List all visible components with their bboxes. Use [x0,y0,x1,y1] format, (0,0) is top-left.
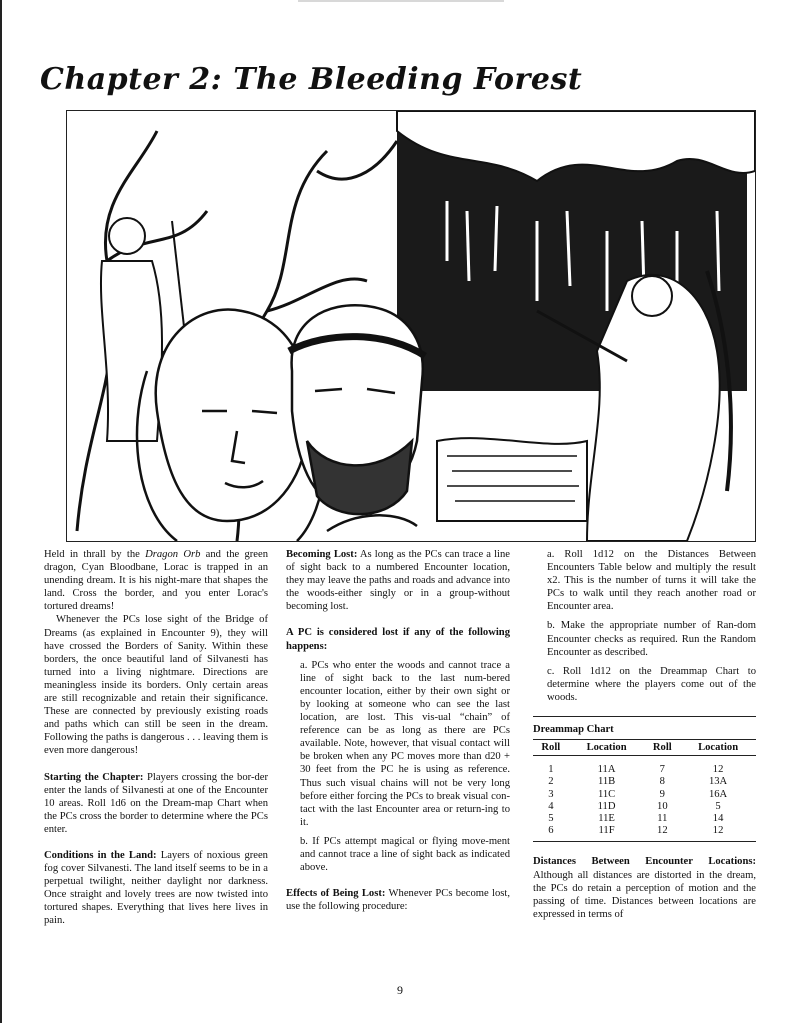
table-cell: 11C [597,788,616,800]
table-row [533,756,756,777]
table-cell: 12 [680,825,756,842]
procedure-step-b: b. Make the appropriate number of Ran-dom Encounter checks as required. Run the Random Encounter as described. [547,620,756,658]
table-cell: 10 [657,800,668,812]
table-row [533,776,756,788]
pc-lost-heading: A PC is considered lost if any of the following happens: [286,627,510,652]
table-header-row [533,740,756,756]
table-cell: 13A [708,776,728,788]
table-cell: 11 [657,813,668,825]
borders-paragraph: Whenever the PCs lose sight of the Bridge of Dreams (as explained in Encounter 9), they will have crossed the Borders of Sanity. Within these borders, the once beautiful land of Silvanesti has turned into a living nightmare. Directions are meaningless inside its borders. Only certain areas are still recognizable and retain their significance. These are connected by previously existing roads and paths which can still be seen in the dream. Following the paths is dangerous . . . leaving them is even more dangerous! [44,614,268,757]
table-cell: 11B [597,776,616,788]
intro-paragraph: Held in thrall by the Dragon Orb and the green dragon, Cyan Bloodbane, Lorac is trapped in an unending dream. It is his night-mare that shapes the land. Cross the border, and you enter Lorac's tortured dreams! [44,549,268,613]
table-cell: 11F [569,825,645,842]
table-cell: 14 [712,813,724,825]
column-header: Location [680,740,756,756]
conditions-paragraph: Conditions in the Land: Layers of noxious green fog cover Silvanesti. The land itself seems to be in a perpetual twilight, neither daylight nor darkness. Once straight and lovely trees are now twisted into tortured shapes. Everything that lives here lives in pain. [44,849,268,927]
table-cell: 11E [598,813,615,825]
table-cell: 7 [659,764,665,776]
table-cell: 16A [708,788,728,800]
starting-chapter-paragraph: Starting the Chapter: Players crossing the bor-der enter the lands of Silvanesti at one of the Encounter 10 areas. Roll 1d6 on the Dream-map Chart when the PCs cross the border to determine where the PCs enter. [44,771,269,835]
chapter-title: Chapter 2: The Bleeding Forest [40,62,583,97]
table-cell: 11D [597,800,616,812]
table-cell: 11A [597,764,616,776]
page-top-rule [298,0,504,2]
text-column-3 [533,548,756,921]
dreammap-chart-title: Dreammap Chart [533,716,756,736]
lost-condition-b: b. If PCs attempt magical or flying move-ment and cannot trace a line of sight back as indicated above. [300,835,510,874]
effects-paragraph: Effects of Being Lost: Whenever PCs become lost, use the following procedure: [286,888,510,913]
text-column-1 [44,548,268,928]
table-row [533,801,756,813]
table-cell: 5 [715,800,721,812]
chapter-illustration [66,110,756,542]
procedure-step-c: c. Roll 1d12 on the Dreammap Chart to determine where the players come out of the woods. [547,665,756,703]
page-left-edge [0,0,2,1023]
column-header: Location [569,740,645,756]
procedure-step-a: a. Roll 1d12 on the Distances Between Encounters Table below and multiply the result x2. This is the number of turns it will take the PCs to walk until they reach another road or Encounter area. [547,549,756,613]
dreammap-chart-table [533,739,756,842]
table-cell: 3 [548,788,554,800]
table-cell: 9 [659,788,665,800]
table-cell: 2 [548,776,554,788]
table-row [533,789,756,801]
column-header: Roll [533,740,569,756]
table-cell: 5 [548,813,554,825]
table-cell: 4 [548,800,554,812]
page-number: 9 [397,983,403,997]
lost-condition-a: a. PCs who enter the woods and cannot trace a line of sight back to the last num-bered encounter location, either by their own sight or by looking at someone who can see the last location, are lost. This vis-ual “chain” of reference can be as long as there are PCs available. Note, however, that visual contact will be broken when any PC moves more than d20 + 30 feet from the PC he is using as reference. Thus such visual chains will not be very long before either forcing the PCs to break visual con-tact with the last Encounter area or return-ing to it. [300,659,510,828]
distances-paragraph: Distances Between Encounter Locations: Although all distances are distorted in the dream, the PCs do retain a perception of motion and the passing of time. Distances between locations are expressed in terms of [533,856,756,920]
table-cell: 8 [659,776,665,788]
becoming-lost-paragraph: Becoming Lost: As long as the PCs can trace a line of sight back to a numbered Encounter location, they may leave the paths and roads and advance into the woods-either singly or in a group-without becoming lost. [286,549,510,613]
column-header: Roll [644,740,680,756]
table-cell: 12 [712,764,724,776]
table-cell: 12 [644,825,680,842]
table-cell: 6 [533,825,569,842]
table-row [533,825,756,842]
table-cell: 1 [548,764,554,776]
text-column-2 [286,548,510,913]
table-row [533,813,756,825]
